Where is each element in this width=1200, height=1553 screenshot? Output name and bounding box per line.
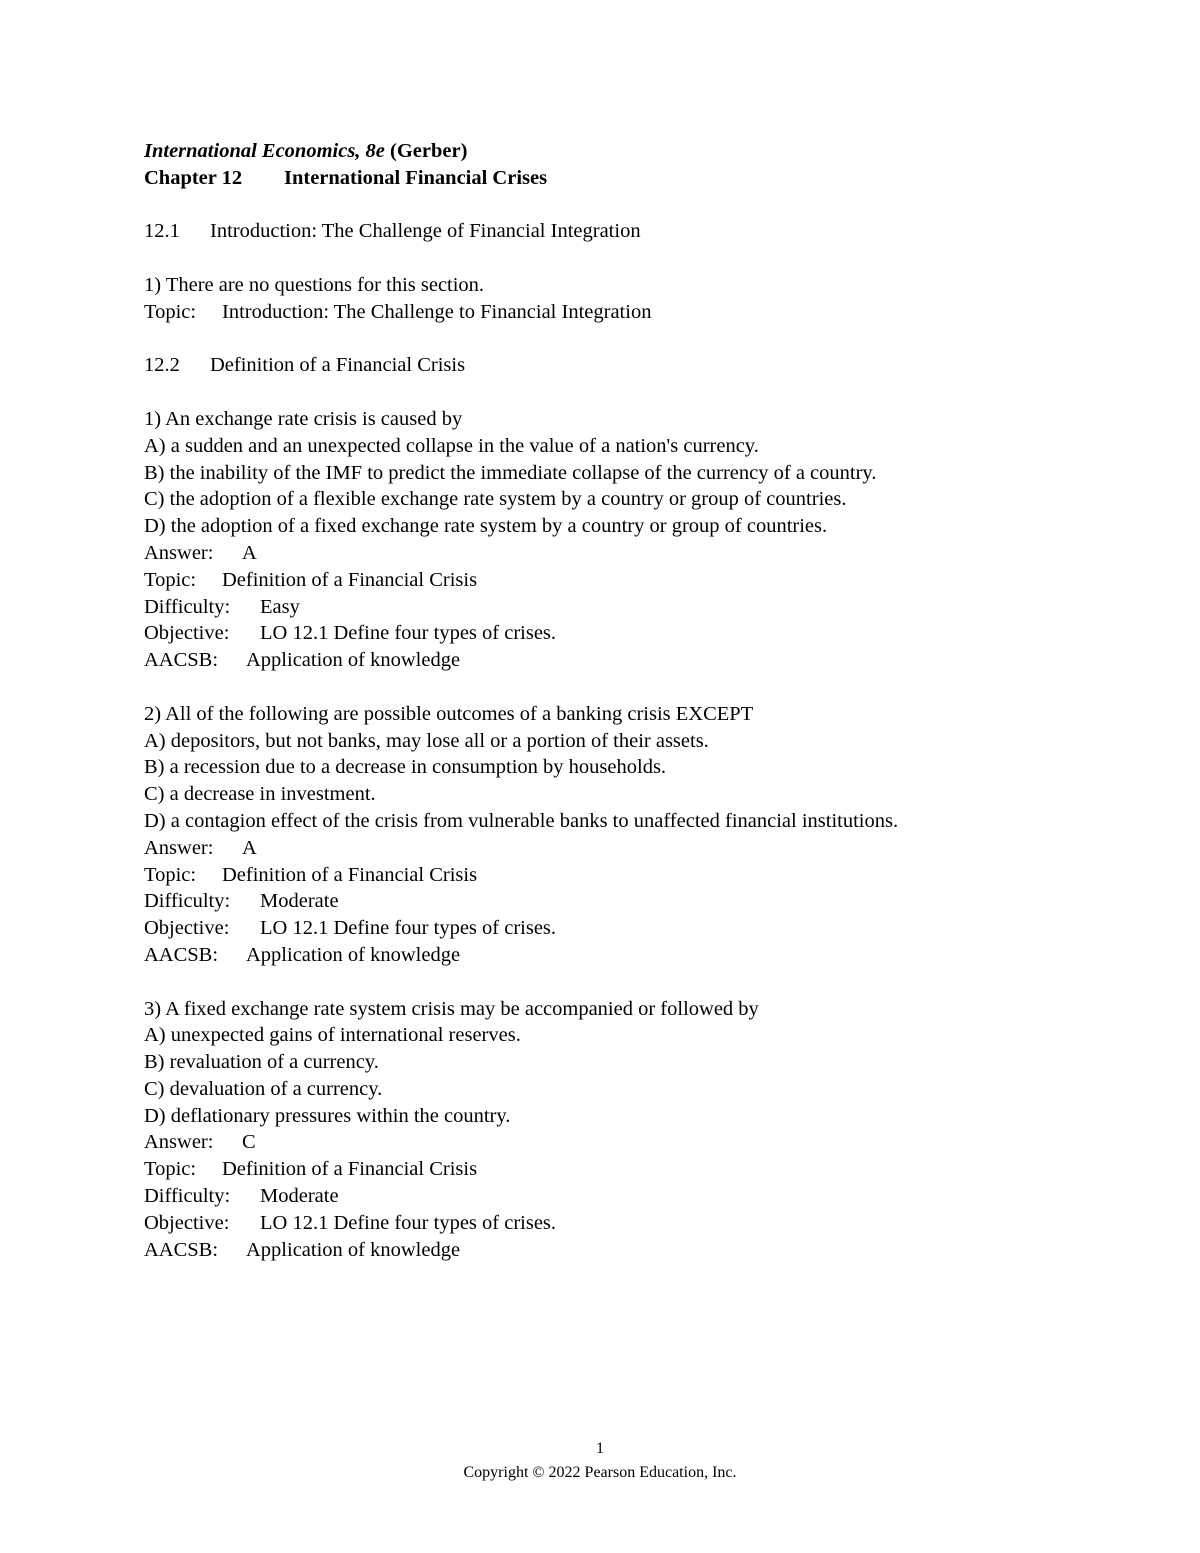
- topic-label: Topic:: [144, 568, 197, 591]
- chapter-heading: [144, 165, 1064, 192]
- difficulty-value: Easy: [260, 595, 300, 618]
- answer-option: C) a decrease in investment.: [144, 783, 376, 806]
- objective-line: [144, 1210, 1064, 1237]
- section-topic: [144, 299, 1064, 326]
- answer-option: D) deflationary pressures within the country.: [144, 1104, 511, 1127]
- document-page: [144, 138, 1064, 1263]
- aacsb-value: Application of knowledge: [246, 943, 461, 966]
- topic-line: [144, 567, 1064, 594]
- section-heading: [144, 352, 1064, 379]
- answer-option: C) the adoption of a flexible exchange rate system by a country or group of countries.: [144, 488, 847, 511]
- chapter-number: Chapter 12: [144, 166, 243, 189]
- section-number: 12.2: [144, 354, 180, 377]
- objective-value: LO 12.1 Define four types of crises.: [260, 622, 557, 645]
- difficulty-label: Difficulty:: [144, 890, 231, 913]
- topic-label: Topic:: [144, 1158, 197, 1181]
- section-note: 1) There are no questions for this section.: [144, 273, 485, 296]
- objective-label: Objective:: [144, 1211, 230, 1234]
- topic-value: Definition of a Financial Crisis: [222, 863, 478, 886]
- difficulty-line: [144, 888, 1064, 915]
- answer-label: Answer:: [144, 836, 214, 859]
- answer-option: D) a contagion effect of the crisis from vulnerable banks to unaffected financial institutions.: [144, 809, 899, 832]
- answer-option: B) the inability of the IMF to predict the immediate collapse of the currency of a country.: [144, 461, 877, 484]
- question-stem: 1) An exchange rate crisis is caused by: [144, 407, 463, 430]
- aacsb-line: [144, 1237, 1064, 1264]
- topic-label: Topic:: [144, 863, 197, 886]
- topic-label: Topic:: [144, 300, 197, 323]
- topic-value: Definition of a Financial Crisis: [222, 1158, 478, 1181]
- objective-value: LO 12.1 Define four types of crises.: [260, 917, 557, 940]
- topic-line: [144, 862, 1064, 889]
- answer-label: Answer:: [144, 1131, 214, 1154]
- objective-value: LO 12.1 Define four types of crises.: [260, 1211, 557, 1234]
- answer-value: A: [242, 836, 257, 859]
- difficulty-label: Difficulty:: [144, 595, 231, 618]
- aacsb-line: [144, 942, 1064, 969]
- difficulty-value: Moderate: [260, 1185, 339, 1208]
- objective-label: Objective:: [144, 917, 230, 940]
- difficulty-label: Difficulty:: [144, 1185, 231, 1208]
- difficulty-line: [144, 594, 1064, 621]
- question-block: [144, 406, 1064, 674]
- answer-option: C) devaluation of a currency.: [144, 1077, 383, 1100]
- answer-line: [144, 540, 1064, 567]
- aacsb-line: [144, 647, 1064, 674]
- copyright-notice: Copyright © 2022 Pearson Education, Inc.: [463, 1464, 737, 1481]
- objective-line: [144, 620, 1064, 647]
- aacsb-value: Application of knowledge: [246, 1238, 461, 1261]
- section-title: Introduction: The Challenge of Financial Integration: [210, 220, 641, 243]
- answer-option: B) revaluation of a currency.: [144, 1051, 379, 1074]
- aacsb-label: AACSB:: [144, 649, 219, 672]
- objective-line: [144, 915, 1064, 942]
- answer-line: [144, 835, 1064, 862]
- book-title: International Economics, 8e: [144, 140, 385, 162]
- aacsb-value: Application of knowledge: [246, 649, 461, 672]
- difficulty-line: [144, 1183, 1064, 1210]
- answer-label: Answer:: [144, 541, 214, 564]
- book-title-line: [144, 138, 1064, 165]
- objective-label: Objective:: [144, 622, 230, 645]
- section-number: 12.1: [144, 220, 180, 243]
- answer-option: A) unexpected gains of international reserves.: [144, 1024, 521, 1047]
- topic-line: [144, 1156, 1064, 1183]
- answer-option: D) the adoption of a fixed exchange rate system by a country or group of countries.: [144, 515, 828, 538]
- answer-option: A) depositors, but not banks, may lose all or a portion of their assets.: [144, 729, 709, 752]
- answer-value: C: [242, 1131, 256, 1154]
- answer-value: A: [242, 541, 257, 564]
- page-number: 1: [596, 1440, 604, 1457]
- question-block: [144, 701, 1064, 969]
- topic-value: Definition of a Financial Crisis: [222, 568, 478, 591]
- aacsb-label: AACSB:: [144, 1238, 219, 1261]
- section-heading: [144, 218, 1064, 245]
- question-block: [144, 996, 1064, 1264]
- answer-option: A) a sudden and an unexpected collapse in the value of a nation's currency.: [144, 434, 759, 457]
- question-stem: 2) All of the following are possible outcomes of a banking crisis EXCEPT: [144, 702, 754, 725]
- aacsb-label: AACSB:: [144, 943, 219, 966]
- section-title: Definition of a Financial Crisis: [210, 354, 466, 377]
- answer-line: [144, 1129, 1064, 1156]
- difficulty-value: Moderate: [260, 890, 339, 913]
- answer-option: B) a recession due to a decrease in consumption by households.: [144, 756, 667, 779]
- topic-value: Introduction: The Challenge to Financial Integration: [222, 300, 652, 323]
- chapter-title: International Financial Crises: [284, 166, 548, 189]
- question-stem: 3) A fixed exchange rate system crisis may be accompanied or followed by: [144, 997, 759, 1020]
- book-author: (Gerber): [384, 140, 468, 162]
